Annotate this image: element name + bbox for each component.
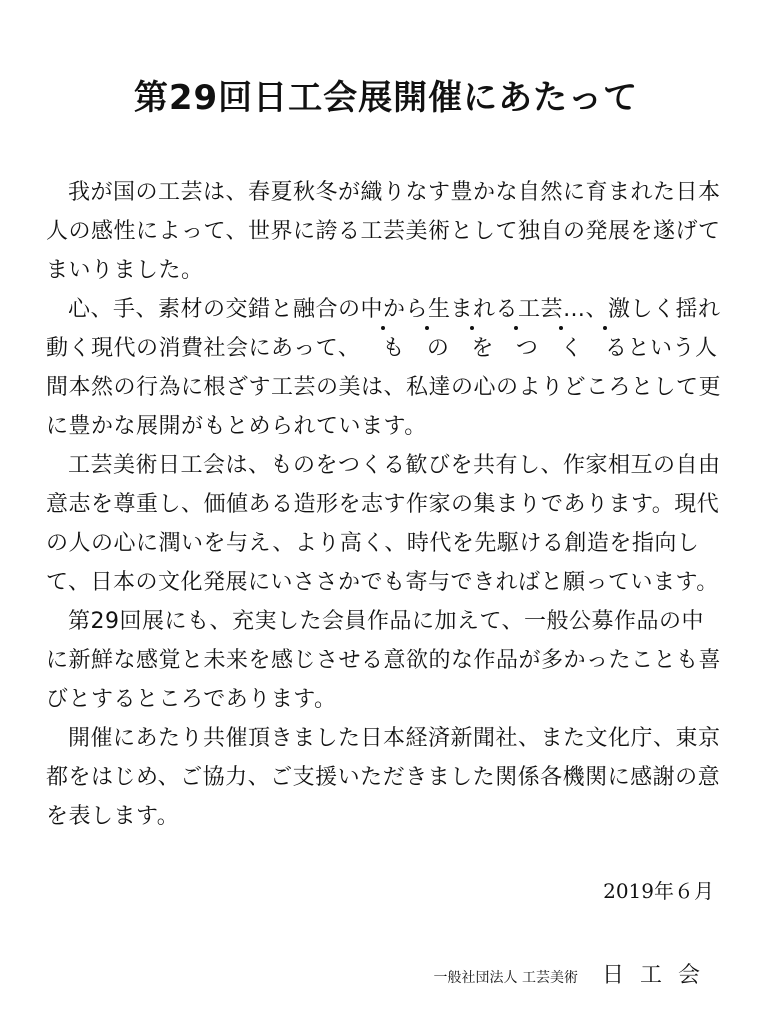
emphasis-char: つ [494, 329, 539, 368]
emphasis-char: く [538, 329, 583, 368]
emphasis-char: る [583, 329, 628, 368]
org-name: 日工会 [601, 963, 716, 988]
paragraph-3: 工芸美術日工会は、ものをつくる歓びを共有し、作家相互の自由意志を尊重し、価値ある造形を志す作家の集まりであります。現代の人の心に潤いを与え、より高く、時代を先駆ける創造を指向して、日本の文化発展にいささかでも寄与できればと願っています。 [46, 453, 721, 595]
org-prefix: 一般社団法人 工芸美術 [433, 970, 578, 986]
date: 2019年６月 [603, 879, 714, 903]
document-body [46, 173, 726, 836]
paragraph-2-before: 心、手、素材の交錯と融合の中から生まれる工芸…、激しく揺れ動く現代の消費社会にあって、 [46, 297, 721, 361]
emphasis-ものをつくる [360, 336, 627, 361]
paragraph-2-after: という人間本然の行為に根ざす工芸の美は、私達の心のよりどころとして更に豊かな展開がもとめられています。 [46, 336, 722, 439]
emphasis-char: も [360, 329, 405, 368]
emphasis-char: の [405, 329, 450, 368]
paragraph-5: 開催にあたり共催頂きました日本経済新聞社、また文化庁、東京都をはじめ、ご協力、ご支援いただきました関係各機関に感謝の意を表します。 [46, 726, 721, 829]
emphasis-char: を [449, 329, 494, 368]
paragraph-2 [46, 290, 726, 446]
paragraph-1: 我が国の工芸は、春夏秋冬が織りなす豊かな自然に育まれた日本人の感性によって、世界に誇る工芸美術として独自の発展を遂げてまいりました。 [46, 180, 721, 283]
paragraph-4: 第29回展にも、充実した会員作品に加えて、一般公募作品の中に新鮮な感覚と未来を感じさせる意欲的な作品が多かったことも喜びとするところであります。 [46, 609, 722, 712]
signature [434, 958, 716, 989]
document-title: 第29回日工会展開催にあたって [133, 77, 639, 118]
